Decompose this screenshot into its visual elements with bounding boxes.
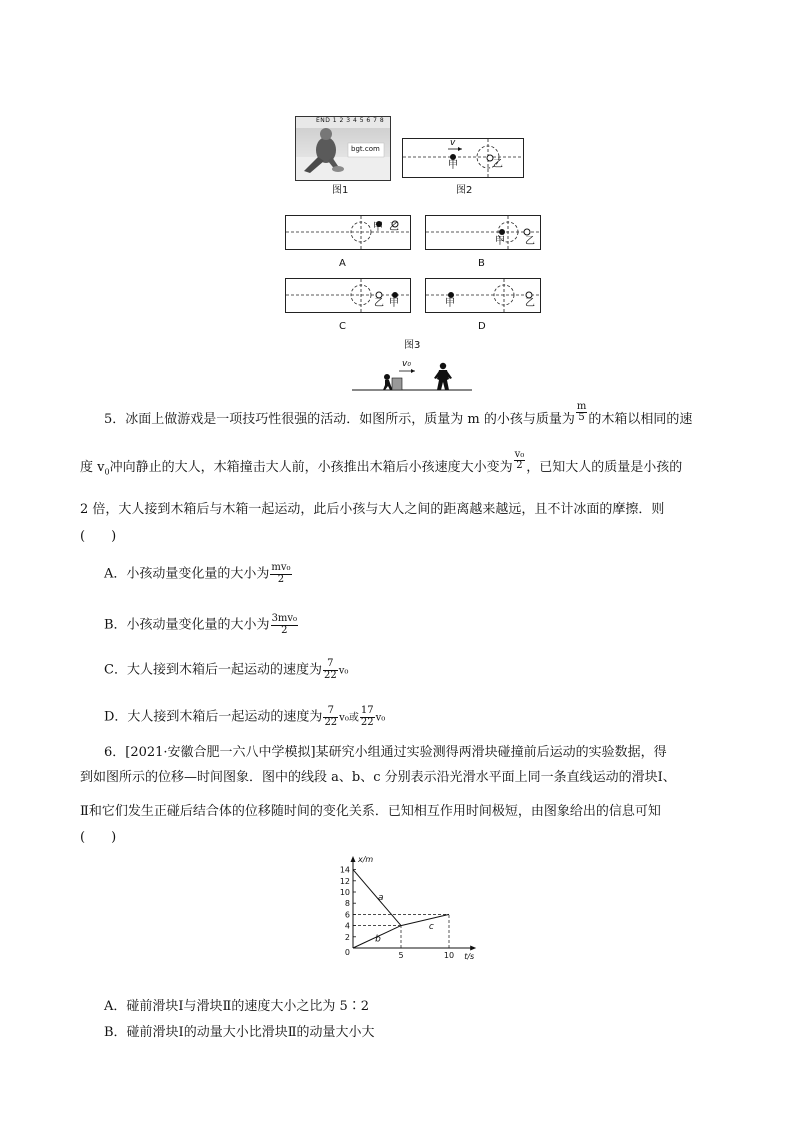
y-tick-label-12: 12 <box>339 876 350 886</box>
q5-frac-m-over-5: $\frac{m}{5}$ <box>576 400 587 423</box>
fig2-velocity-label: v <box>450 138 456 148</box>
q5-option-d[interactable]: D．大人接到木箱后一起运动的速度为 $\frac{7}{22}$ v₀或 $\frac{17}{22}$ v₀ <box>104 705 386 728</box>
ice-scene-figure <box>352 360 472 392</box>
q5-option-a[interactable]: A．小孩动量变化量的大小为 $\frac{\text{mv₀}}{2}$ <box>104 562 291 585</box>
series-b-label: b <box>375 934 381 945</box>
series-a-label: a <box>377 892 384 903</box>
origin-label: 0 <box>344 948 350 957</box>
xt-graph <box>336 855 486 963</box>
fig3b-jia: 甲 <box>495 236 505 247</box>
photo-scoreboard: END 1 2 3 4 5 6 7 8 <box>316 117 385 124</box>
q6-line-1: 6．[2021·安徽合肥一六八中学模拟]某研究小组通过实验测得两滑块碰撞前后运动的实验数据，得 <box>104 745 667 760</box>
y-tick-label-8: 8 <box>344 899 350 909</box>
fig2-yi-label: 乙 <box>493 159 503 170</box>
q5-line-3: 2 倍，大人接到木箱后与木箱一起运动，此后小孩与大人之间的距离越来越远，且不计冰面的摩擦．则 <box>80 502 665 517</box>
fig3d-jia: 甲 <box>445 298 455 309</box>
fig3-option-c-label: C <box>339 321 346 332</box>
q5-option-c[interactable]: C．大人接到木箱后一起运动的速度为 $\frac{7}{22}$ v₀ <box>104 658 349 681</box>
fig3-option-c-diagram <box>285 278 411 313</box>
y-tick-label-6: 6 <box>344 910 350 920</box>
fig3-option-b-diagram <box>425 215 541 250</box>
fig3d-yi: 乙 <box>525 298 535 309</box>
y-tick-label-4: 4 <box>344 921 350 931</box>
scene-velocity-label: v₀ <box>402 359 411 369</box>
fig3-option-a-diagram <box>285 215 411 250</box>
q6-line-3: Ⅱ和它们发生正碰后结合体的位移随时间的变化关系．已知相互作用时间极短，由图象给出的信息可知 <box>80 804 661 819</box>
y-tick-label-14: 14 <box>339 865 350 875</box>
q6-option-b[interactable]: B．碰前滑块Ⅰ的动量大小比滑块Ⅱ的动量大小大 <box>104 1025 375 1040</box>
q5-frac-v0-over-2: $\frac{\text{v₀}}{2}$ <box>514 448 525 471</box>
y-tick-label-10: 10 <box>339 888 350 897</box>
figure-1-label: 图1 <box>332 185 349 196</box>
series-c-line <box>401 914 449 925</box>
q6-option-a[interactable]: A．碰前滑块Ⅰ与滑块Ⅱ的速度大小之比为 5∶2 <box>104 999 370 1014</box>
fig3-option-d-diagram <box>425 278 541 313</box>
y-axis-arrow <box>351 856 356 862</box>
figure-3-label: 图3 <box>404 340 421 351</box>
x-tick-label-10: 10 <box>443 951 455 960</box>
x-tick-label-5: 5 <box>398 951 404 960</box>
y-axis-label: x/m <box>358 855 374 864</box>
q5-answer-paren: ( ) <box>80 529 117 544</box>
figure-2-diagram <box>402 138 524 178</box>
fig3b-yi: 乙 <box>525 236 535 247</box>
fig2-jia-label: 甲 <box>448 160 458 171</box>
fig3a-yi: 乙 <box>389 222 399 233</box>
photo-sign: bgt.com <box>351 145 380 153</box>
fig3a-jia: 甲 <box>373 222 383 233</box>
fig3-option-a-label: A <box>339 258 346 269</box>
x-axis-arrow <box>470 946 476 951</box>
q6-line-2: 到如图所示的位移—时间图象．图中的线段 a、b、c 分别表示沿光滑水平面上同一条直线运动的滑块Ⅰ、 <box>80 770 676 785</box>
figure-2-label: 图2 <box>456 185 473 196</box>
fig3-option-b-label: B <box>478 258 485 269</box>
q5-option-b[interactable]: B．小孩动量变化量的大小为 $\frac{\text{3mv₀}}{2}$ <box>104 613 298 636</box>
y-tick-label-2: 2 <box>344 932 350 942</box>
q5-line-2: 度 $v_0$冲向静止的大人，木箱撞击大人前，小孩推出木箱后小孩速度大小变为 $\frac{\text{v₀}}{2}$ ，已知大人的质量是小孩的 <box>80 448 683 477</box>
q6-answer-paren: ( ) <box>80 830 117 845</box>
x-axis-label: t/s <box>464 952 475 961</box>
series-c-label: c <box>428 921 434 932</box>
fig3c-yi: 乙 <box>374 298 384 309</box>
figure-1-photo <box>295 116 391 181</box>
fig3-option-d-label: D <box>478 321 486 332</box>
q5-line-1: 5．冰面上做游戏是一项技巧性很强的活动．如图所示，质量为 m 的小孩与质量为 $\frac{m}{5}$ 的木箱以相同的速 <box>104 400 693 427</box>
fig3c-jia: 甲 <box>389 298 399 309</box>
